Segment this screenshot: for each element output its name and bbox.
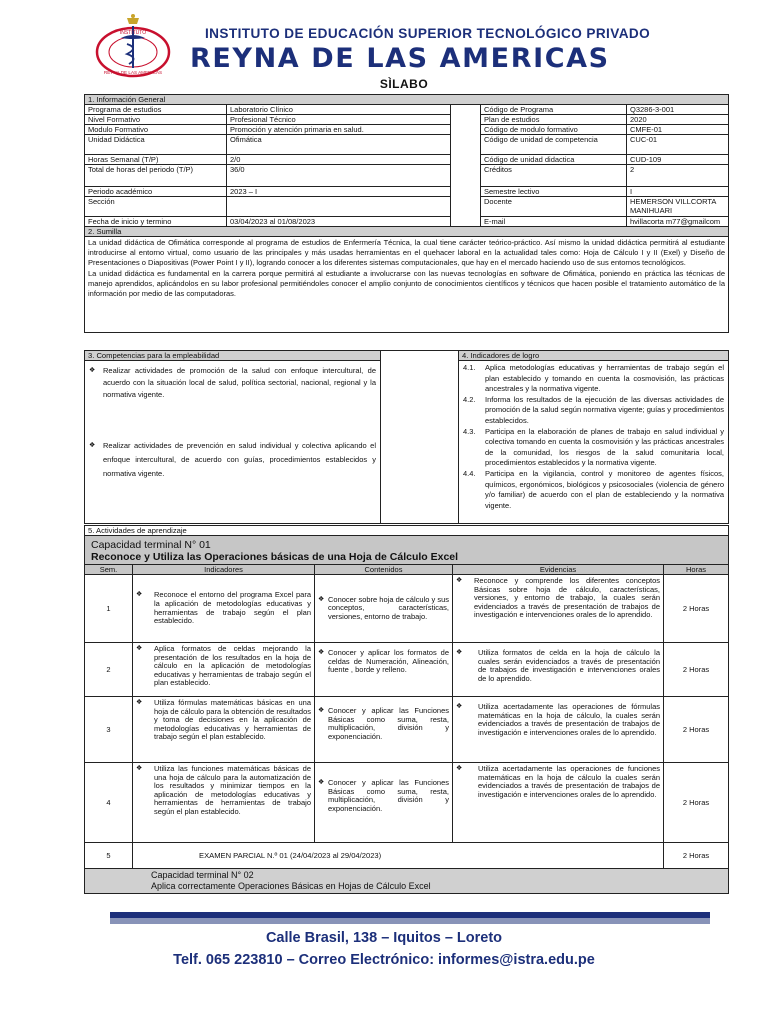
- section-title-actividades: 5. Actividades de aprendizaje: [85, 526, 729, 536]
- footer-divider: [110, 912, 710, 924]
- diamond-bullet-icon: ❖: [456, 703, 463, 710]
- table-row: Periodo académico 2023 – I Semestre lectivo I: [85, 187, 729, 197]
- table-row: Fecha de inicio y termino 03/04/2023 al 01/08/2023 E-mail hvillacorta m77@gmailcom: [85, 217, 729, 227]
- capacidad-1-label: Capacidad terminal N° 01: [91, 539, 211, 551]
- diamond-bullet-icon: ❖: [318, 707, 325, 714]
- institute-name: REYNA DE LAS AMERICAS: [190, 43, 610, 74]
- diamond-bullet-icon: ❖: [89, 367, 96, 374]
- diamond-bullet-icon: ❖: [318, 595, 325, 603]
- section-title-general: 1. Información General: [85, 95, 729, 105]
- exam-row: 5 EXAMEN PARCIAL N.º 01 (24/04/2023 al 29/04/2023) 2 Horas: [85, 843, 729, 869]
- table-row: Modulo Formativo Promoción y atención primaria en salud. Código de modulo formativo CMFE-01: [85, 125, 729, 135]
- competencias-table: [84, 350, 729, 524]
- capacidad-2-title: Aplica correctamente Operaciones Básicas en Hojas de Cálculo Excel: [151, 881, 431, 891]
- logros-list: [459, 361, 729, 524]
- logo-top-text: INSTITUTO: [119, 30, 147, 36]
- institute-line: INSTITUTO DE EDUCACIÓN SUPERIOR TECNOLÓGICO PRIVADO: [205, 26, 651, 41]
- diamond-bullet-icon: ❖: [136, 645, 143, 652]
- footer-contact: Telf. 065 223810 – Correo Electrónico: informes@istra.edu.pe: [173, 952, 595, 968]
- institute-logo: [93, 12, 173, 78]
- actividades-block: [84, 525, 728, 894]
- general-info-table: [84, 94, 729, 333]
- document-title: SÌLABO: [379, 77, 429, 91]
- column-header-evidencias: Evidencias: [453, 565, 664, 575]
- list-item: ❖ Realizar actividades de promoción de la salud con enfoque intercultural, de acuerdo con la situación local de salud, política sectorial, nacional, regional y la normativa vigente.: [89, 366, 376, 399]
- diamond-bullet-icon: ❖: [89, 442, 96, 449]
- table-row: Programa de estudios Laboratorio Clínico Código de Programa Q3286-3-001: [85, 105, 729, 115]
- competencias-list: [85, 361, 381, 524]
- column-header-indicadores: Indicadores: [133, 565, 315, 575]
- table-row: Unidad Didáctica Ofimática Código de unidad de competencia CUC-01: [85, 135, 729, 155]
- table-row: Horas Semanal (T/P) 2/0 Código de unidad didactica CUD-109: [85, 155, 729, 165]
- table-row: 4 ❖ Utiliza las funciones matemáticas básicas de una hoja de cálculo para la automatización de los resultados y minimizar tiempos en la aplicación de metodologías educativas y herramientas de herramientas de trabajo según el plan establecido. ❖ Conocer y aplicar las Funciones Básicas como suma, resta, multiplicación, división y exponenciación. ❖ Utiliza acertadamente las operaciones de funciones matemáticas en la hoja de cálculo la cuales serán evidenciados a través de presentación de trabajos de investigación e intervenciones orales de lo aprendido. 2 Horas: [85, 763, 729, 843]
- diamond-bullet-icon: ❖: [456, 649, 463, 656]
- competencias-block: [84, 350, 728, 524]
- list-item: 4.2. Informa los resultados de la ejecución de las diversas actividades de promoción de la salud según normativa vigente; guías y procedimientos establecidos.: [463, 394, 724, 425]
- section-title-competencias: 3. Competencias para la empleabilidad: [85, 351, 381, 361]
- diamond-bullet-icon: ❖: [456, 577, 463, 584]
- section-title-sumilla: 2. Sumilla: [85, 227, 729, 237]
- diamond-bullet-icon: ❖: [136, 765, 143, 772]
- table-row: 3 ❖ Utiliza fórmulas matemáticas básicas en una hoja de cálculo para la obtención de resultados y toma de decisiones en la aplicación de metodologías educativas y herramientas de trabajo según el plan establecido. ❖ Conocer y aplicar las Funciones Básicas como suma, resta, multiplicación, división y exponenciación. ❖ Utiliza acertadamente las operaciones de fórmulas matemáticas en la hoja de cálculo, la cuales serán evidenciados a través de presentación de trabajos de investigación e intervenciones orales de lo aprendido. 2 Horas: [85, 697, 729, 763]
- document-header: [0, 0, 768, 92]
- diamond-bullet-icon: ❖: [136, 591, 143, 599]
- diamond-bullet-icon: ❖: [318, 779, 325, 786]
- diamond-bullet-icon: ❖: [318, 649, 325, 656]
- diamond-bullet-icon: ❖: [456, 765, 463, 772]
- capacidad-1-header: [85, 536, 729, 565]
- table-row: Total de horas del periodo (T/P) 36/0 Créditos 2: [85, 165, 729, 187]
- list-item: ❖ Realizar actividades de prevención en salud individual y colectiva aplicando el enfoque intercultural, de acuerdo con guías, procedimientos establecidos y normativa vigente.: [89, 439, 376, 481]
- sumilla-text: [85, 237, 729, 333]
- table-row: 2 ❖ Aplica formatos de celdas mejorando la presentación de los resultados en la hoja de cálculo en la aplicación de metodologías educativas y herramientas de trabajo según el plan establecido. ❖ Conocer y aplicar los formatos de celdas de Numeración, Alineación, fuente , borde y relleno. ❖ Utiliza formatos de celda en la hoja de cálculo la cuales serán evidenciados a través de presentación de trabajos de investigación e intervenciones orales de lo aprendido. 2 Horas: [85, 643, 729, 697]
- list-item: 4.3. Participa en la elaboración de planes de trabajo en salud individual y colectiva tomando en cuenta la cosmovisión y las prácticas ancestrales de la comunidad, los riesgos de la salud comunitaria local, procedimientos establecidos y la normativa vigente.: [463, 426, 724, 468]
- capacidad-2-header: [85, 869, 729, 894]
- sumilla-paragraph-2: La unidad didáctica es fundamental en la carrera porque permitirá al estudiante a involucrarse con las nuevas tecnologías en software de Ofimática, poniendo en práctica las técnicas de manejo aprendidos, aplicándolos en su labor profesional permitiéndoles conocer el amplio conjunto de conocimientos científicos y técnicos que hacen posible el tratamiento automático de la información por medio de las computadoras.: [88, 268, 726, 299]
- capacidad-2-label: Capacidad terminal N° 02: [151, 870, 254, 880]
- actividades-table: [84, 525, 729, 894]
- column-header-horas: Horas: [664, 565, 729, 575]
- column-headers: [85, 565, 729, 575]
- table-row: Sección Docente HEMERSON VILLCORTA MANIHUARI: [85, 197, 729, 217]
- section-title-logros: 4. Indicadores de logro: [459, 351, 729, 361]
- logo-bottom-text: REYNA DE LAS AMERICAS: [103, 70, 163, 75]
- column-header-sem: Sem.: [85, 565, 133, 575]
- capacidad-1-title: Reconoce y Utiliza las Operaciones básicas de una Hoja de Cálculo Excel: [91, 551, 459, 563]
- table-row: Nivel Formativo Profesional Técnico Plan de estudios 2020: [85, 115, 729, 125]
- column-header-contenidos: Contenidos: [315, 565, 453, 575]
- diamond-bullet-icon: ❖: [136, 699, 143, 706]
- table-row: 1 ❖ Reconoce el entorno del programa Excel para la aplicación de metodologías educativas y herramientas de trabajo según el plan establecido. ❖ Conocer sobre hoja de cálculo y sus conceptos, características, versiones, entorno de trabajo. ❖ Reconoce y comprende los diferentes conceptos Básicas sobre hoja de cálculo, características, versiones, y entorno de trabajo, la cuales serán evidenciados a través de presentación de trabajos de investigación e intervenciones orales de lo aprendido. 2 Horas: [85, 575, 729, 643]
- footer-address: Calle Brasil, 138 – Iquitos – Loreto: [265, 930, 503, 946]
- list-item: 4.1. Aplica metodologías educativas y herramientas de trabajo según el plan establecido y tomando en cuenta la cosmovisión, las prácticas ancestrales y la normativa vigente.: [463, 363, 724, 394]
- general-info-block: [84, 94, 728, 333]
- exam-label: EXAMEN PARCIAL N.º 01 (24/04/2023 al 29/04/2023): [133, 843, 664, 869]
- sumilla-paragraph-1: La unidad didáctica de Ofimática corresponde al programa de estudios de Enfermería Técnica, la cual tiene carácter teórico-práctico. Así mismo la unidad didáctica permitirá al estudiante introducirse al entorno virtual, como usuario de las principales y más usadas herramientas en el quehacer laboral en la actualidad tales como: Hoja de Cálculo I y II (Exel) y Diseño de Presentaciones o Diapositivas (Power Point I y II), logrando conocer a los diferentes sistemas computacionales, que hay en el mercado haciendo uso de sus entornos tecnológicos.: [88, 238, 726, 268]
- list-item: 4.4. Participa en la vigilancia, control y monitoreo de agentes físicos, químicos, ergonómicos, biológicos y psicosociales (violencia de género y/o familiar) de acuerdo con el plan de estableciendo y la normativa vigente.: [463, 468, 724, 510]
